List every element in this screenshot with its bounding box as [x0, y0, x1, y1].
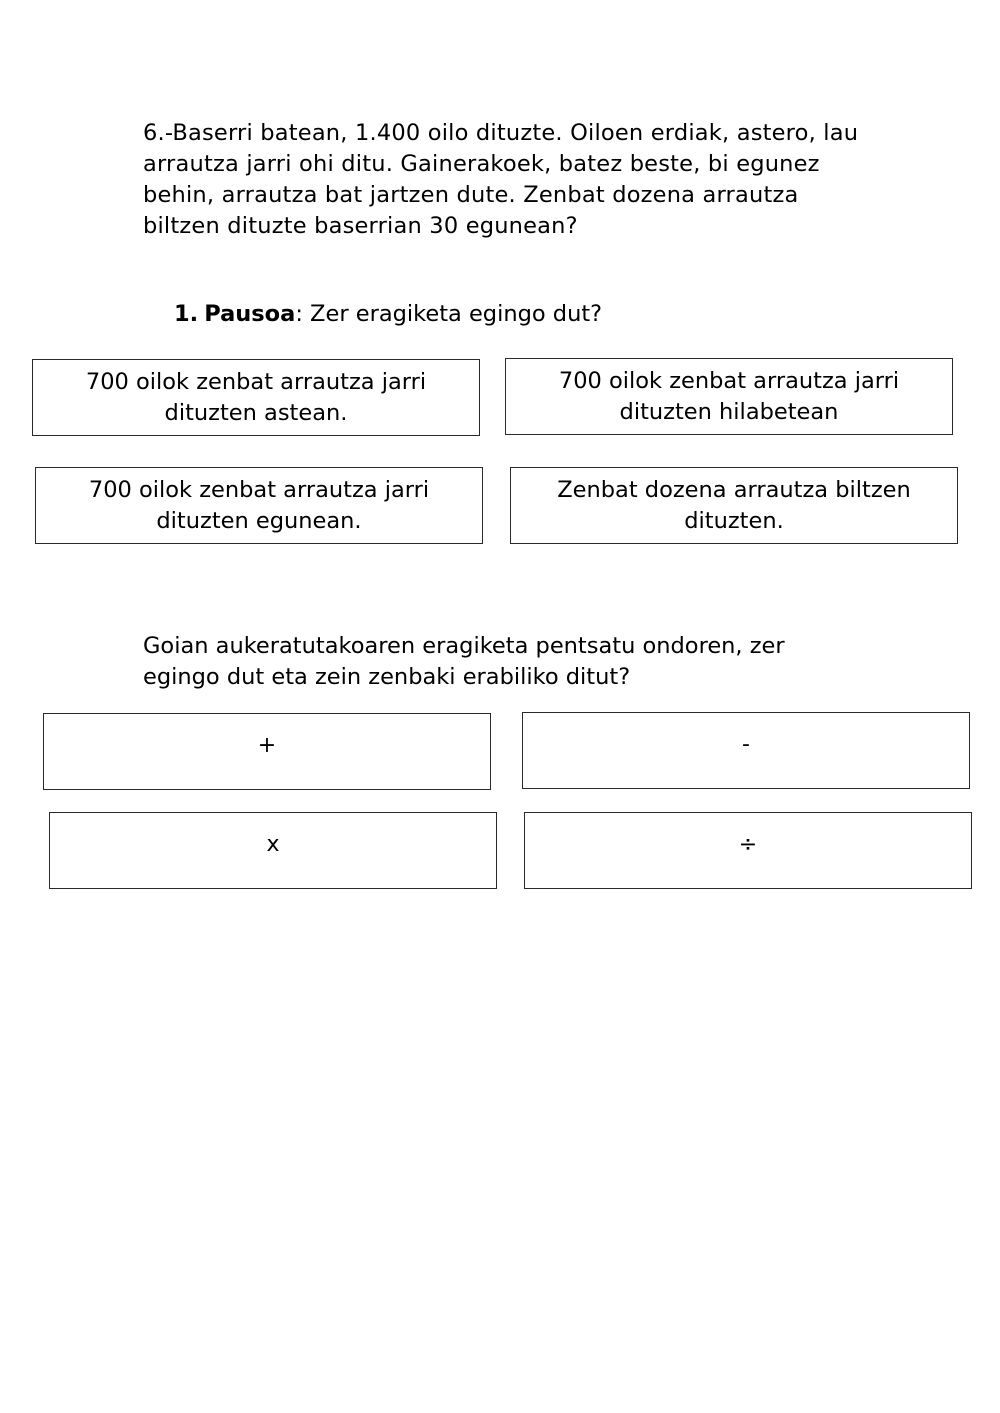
problem-statement: 6.-Baserri batean, 1.400 oilo dituzte. Oiloen erdiak, astero, lau arrautza jarri ohi ditu. Gainerakoek, batez beste, bi egunez behin, arrautza bat jartzen dute. Zenbat dozena arrautza biltzen dituzte baserrian 30 egunean? [143, 120, 859, 239]
answer-option-label: 700 oilok zenbat arrautza jarri dituzten astean. [85, 368, 427, 426]
operation-question: Goian aukeratutakoaren eragiketa pentsatu ondoren, zer egingo dut eta zein zenbaki erabiliko ditut? [143, 633, 785, 690]
answer-option-day[interactable] [35, 467, 483, 544]
step-heading [174, 299, 602, 330]
step-number: 1. [174, 301, 199, 327]
step-question: : Zer eragiketa egingo dut? [295, 301, 603, 327]
divide-symbol: ÷ [738, 832, 758, 857]
answer-option-label: Zenbat dozena arrautza biltzen dituzten. [557, 476, 911, 534]
operation-subtract-button[interactable] [522, 712, 970, 789]
operation-add-button[interactable] [43, 713, 491, 790]
operation-multiply-button[interactable] [49, 812, 497, 889]
answer-option-month[interactable] [505, 358, 953, 435]
step-label: Pausoa [204, 301, 296, 327]
answer-option-week[interactable] [32, 359, 480, 436]
answer-option-dozens[interactable] [510, 467, 958, 544]
minus-symbol: - [742, 732, 750, 757]
multiply-symbol: x [266, 832, 280, 857]
plus-symbol: + [257, 733, 277, 758]
answer-option-label: 700 oilok zenbat arrautza jarri dituzten hilabetean [558, 367, 900, 425]
answer-option-label: 700 oilok zenbat arrautza jarri dituzten egunean. [88, 476, 430, 534]
operation-divide-button[interactable] [524, 812, 972, 889]
